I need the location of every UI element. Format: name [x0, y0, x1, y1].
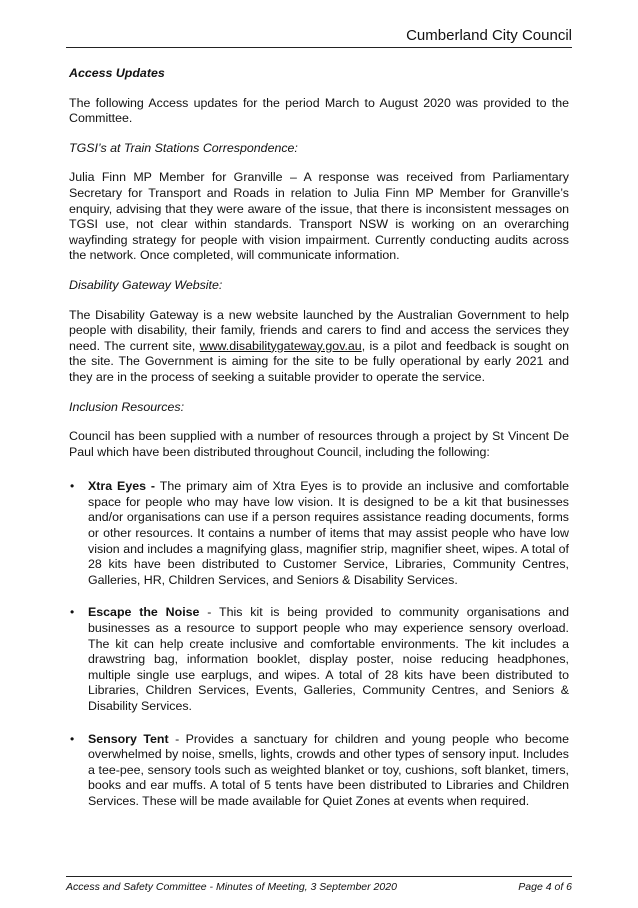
bullet-icon: •	[70, 605, 75, 620]
bullet-icon: •	[70, 479, 75, 494]
gateway-heading: Disability Gateway Website:	[69, 277, 223, 292]
inclusion-heading: Inclusion Resources:	[69, 399, 185, 414]
section-title: Access Updates	[69, 66, 165, 80]
tgsi-heading: TGSI’s at Train Stations Correspondence:	[69, 140, 298, 155]
gateway-text-before: The Disability Gateway is a new website launched by the Australian Government to help people with disability, their family, friends and carers to find and access the services they need. The current site,	[69, 307, 569, 353]
list-item	[69, 732, 569, 810]
resource-name: Xtra Eyes -	[88, 479, 156, 494]
tgsi-paragraph: Julia Finn MP Member for Granville – A response was received from Parliamentary Secretary for Transport and Roads in relation to Julia Finn MP Member for Granville’s enquiry, advising that they were aware of the issue, that there is inconsistent messages on TGSI use, not clear within standards. Transport NSW is working on an overarching wayfinding strategy for people with vision impairment. Currently conducting audits across the network. Once completed, will communicate information.	[69, 170, 569, 263]
resource-description: - Provides a sanctuary for children and young people who become overwhelmed by noise, smells, lights, crowds and other types of sensory input. Includes a tee-pee, sensory tools such as weighted blanket or toy, cushions, soft blanket, timers, books and ear muffs. A total of 5 tents have been distributed to Libraries and Children Services. These will be made available for Quiet Zones at events when required.	[88, 731, 569, 808]
list-item	[69, 479, 569, 588]
bullet-icon: •	[70, 731, 75, 746]
resource-list	[69, 479, 569, 809]
gateway-text-after: , is a pilot and feedback is sought on the site. The Government is aiming for the site to be fully operational by early 2021 and they are in the process of seeking a suitable provider to operate the service.	[69, 338, 569, 384]
footer-meeting-title: Access and Safety Committee - Minutes of Meeting, 3 September 2020	[66, 881, 397, 893]
inclusion-paragraph: Council has been supplied with a number of resources through a project by St Vincent De Paul which have been distributed throughout Council, including the following:	[69, 429, 569, 459]
intro-paragraph: The following Access updates for the period March to August 2020 was provided to the Committee.	[69, 95, 569, 126]
resource-name: Escape the Noise	[88, 605, 200, 620]
page-number: Page 4 of 6	[518, 881, 572, 893]
gateway-paragraph	[69, 308, 569, 386]
gateway-link[interactable]: www.disabilitygateway.gov.au	[199, 338, 362, 353]
page-footer	[66, 876, 572, 894]
page-header	[66, 26, 572, 48]
resource-description: The primary aim of Xtra Eyes is to provide an inclusive and comfortable space for people who may have low vision. It is designed to be a kit that businesses and/or organisations can use if a person requires assistance reading documents, forms or other resources. It contains a number of items that may assist people who have low vision and includes a magnifying glass, magnifier strip, magnifier sheet, wipes. A total of 28 kits have been distributed to Customer Service, Libraries, Community Centres, Galleries, HR, Children Services, and Seniors & Disability Services.	[88, 479, 569, 587]
list-item	[69, 605, 569, 714]
document-body	[69, 66, 569, 827]
resource-description: - This kit is being provided to community organisations and businesses as a resource to support people who may experience sensory overload. The kit can help create inclusive and comfortable environments. The kit includes a drawstring bag, information booklet, display poster, noise reducing headphones, multiple single use earplugs, and wipes. A total of 28 kits have been distributed to Libraries, Children Services, Events, Galleries, Community Centres, and Seniors & Disability Services.	[88, 605, 569, 713]
resource-name: Sensory Tent	[88, 731, 169, 746]
council-name: Cumberland City Council	[406, 27, 572, 44]
